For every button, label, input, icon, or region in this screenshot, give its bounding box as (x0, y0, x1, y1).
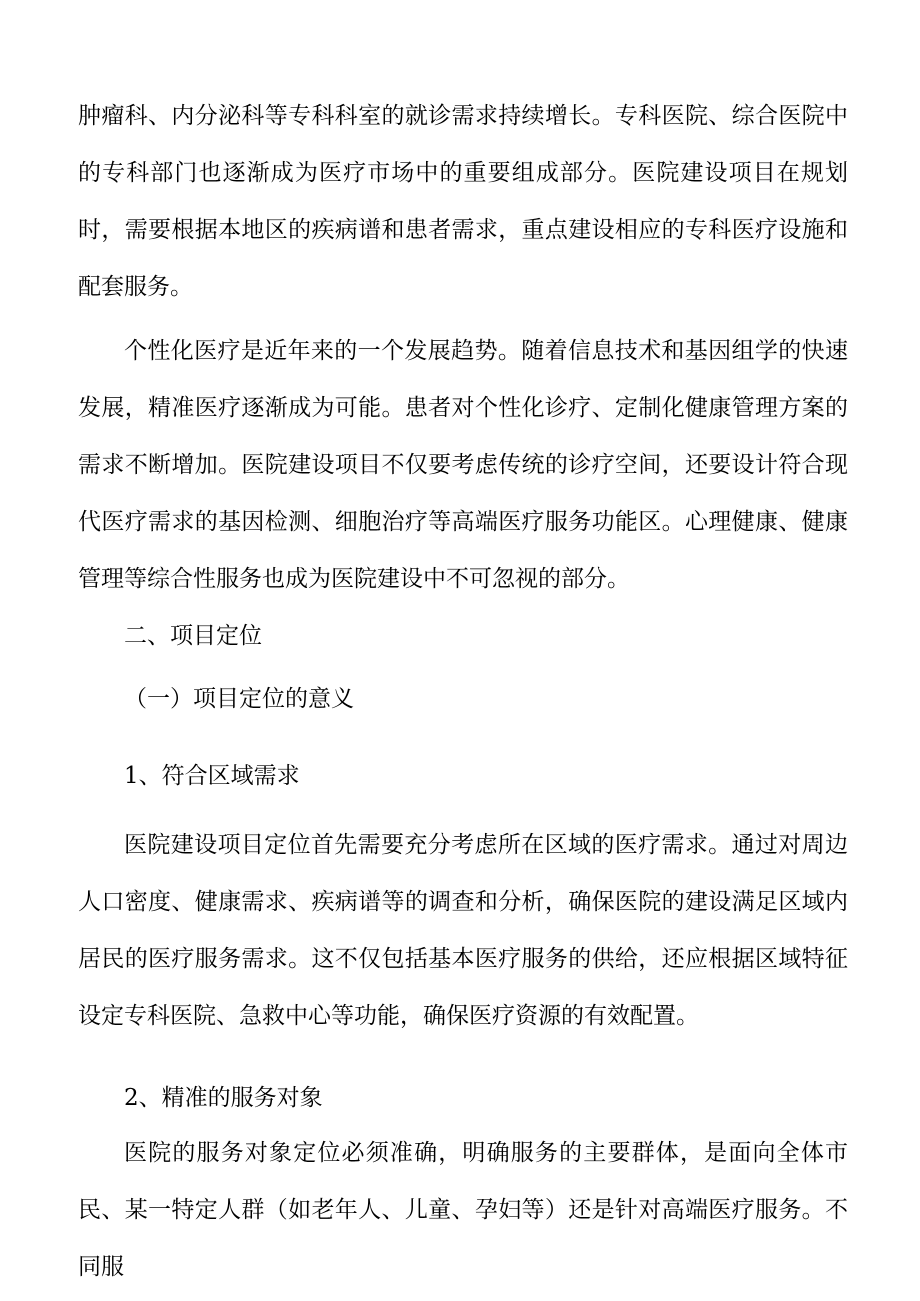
subsection-heading-positioning-significance: （一）项目定位的意义 (124, 686, 354, 712)
paragraph-specialty-demand: 肿瘤科、内分泌科等专科科室的就诊需求持续增长。专科医院、综合医院中的专科部门也逐渐成为医疗市场中的重要组成部分。医院建设项目在规划时，需要根据本地区的疾病谱和患者需求，重点建设相应的专科医疗设施和配套服务。 (78, 103, 848, 300)
paragraph-personalized-medicine: 个性化医疗是近年来的一个发展趋势。随着信息技术和基因组学的快速发展，精准医疗逐渐成为可能。患者对个性化诊疗、定制化健康管理方案的需求不断增加。医院建设项目不仅要考虑传统的诊疗空间，还要设计符合现代医疗需求的基因检测、细胞治疗等高端医疗服务功能区。心理健康、健康管理等综合性服务也成为医院建设中不可忽视的部分。 (78, 338, 848, 592)
section-heading-project-positioning: 二、项目定位 (124, 623, 262, 649)
item-heading-target-service-group: 2、精准的服务对象 (124, 1085, 323, 1111)
item-heading-regional-demand: 1、符合区域需求 (124, 763, 300, 789)
paragraph-target-service-group: 医院的服务对象定位必须准确，明确服务的主要群体，是面向全体市民、某一特定人群（如老年人、儿童、孕妇等）还是针对高端医疗服务。不同服 (78, 1140, 848, 1280)
paragraph-regional-demand: 医院建设项目定位首先需要充分考虑所在区域的医疗需求。通过对周边人口密度、健康需求、疾病谱等的调查和分析，确保医院的建设满足区域内居民的医疗服务需求。这不仅包括基本医疗服务的供给，还应根据区域特征设定专科医院、急救中心等功能，确保医疗资源的有效配置。 (78, 832, 848, 1029)
